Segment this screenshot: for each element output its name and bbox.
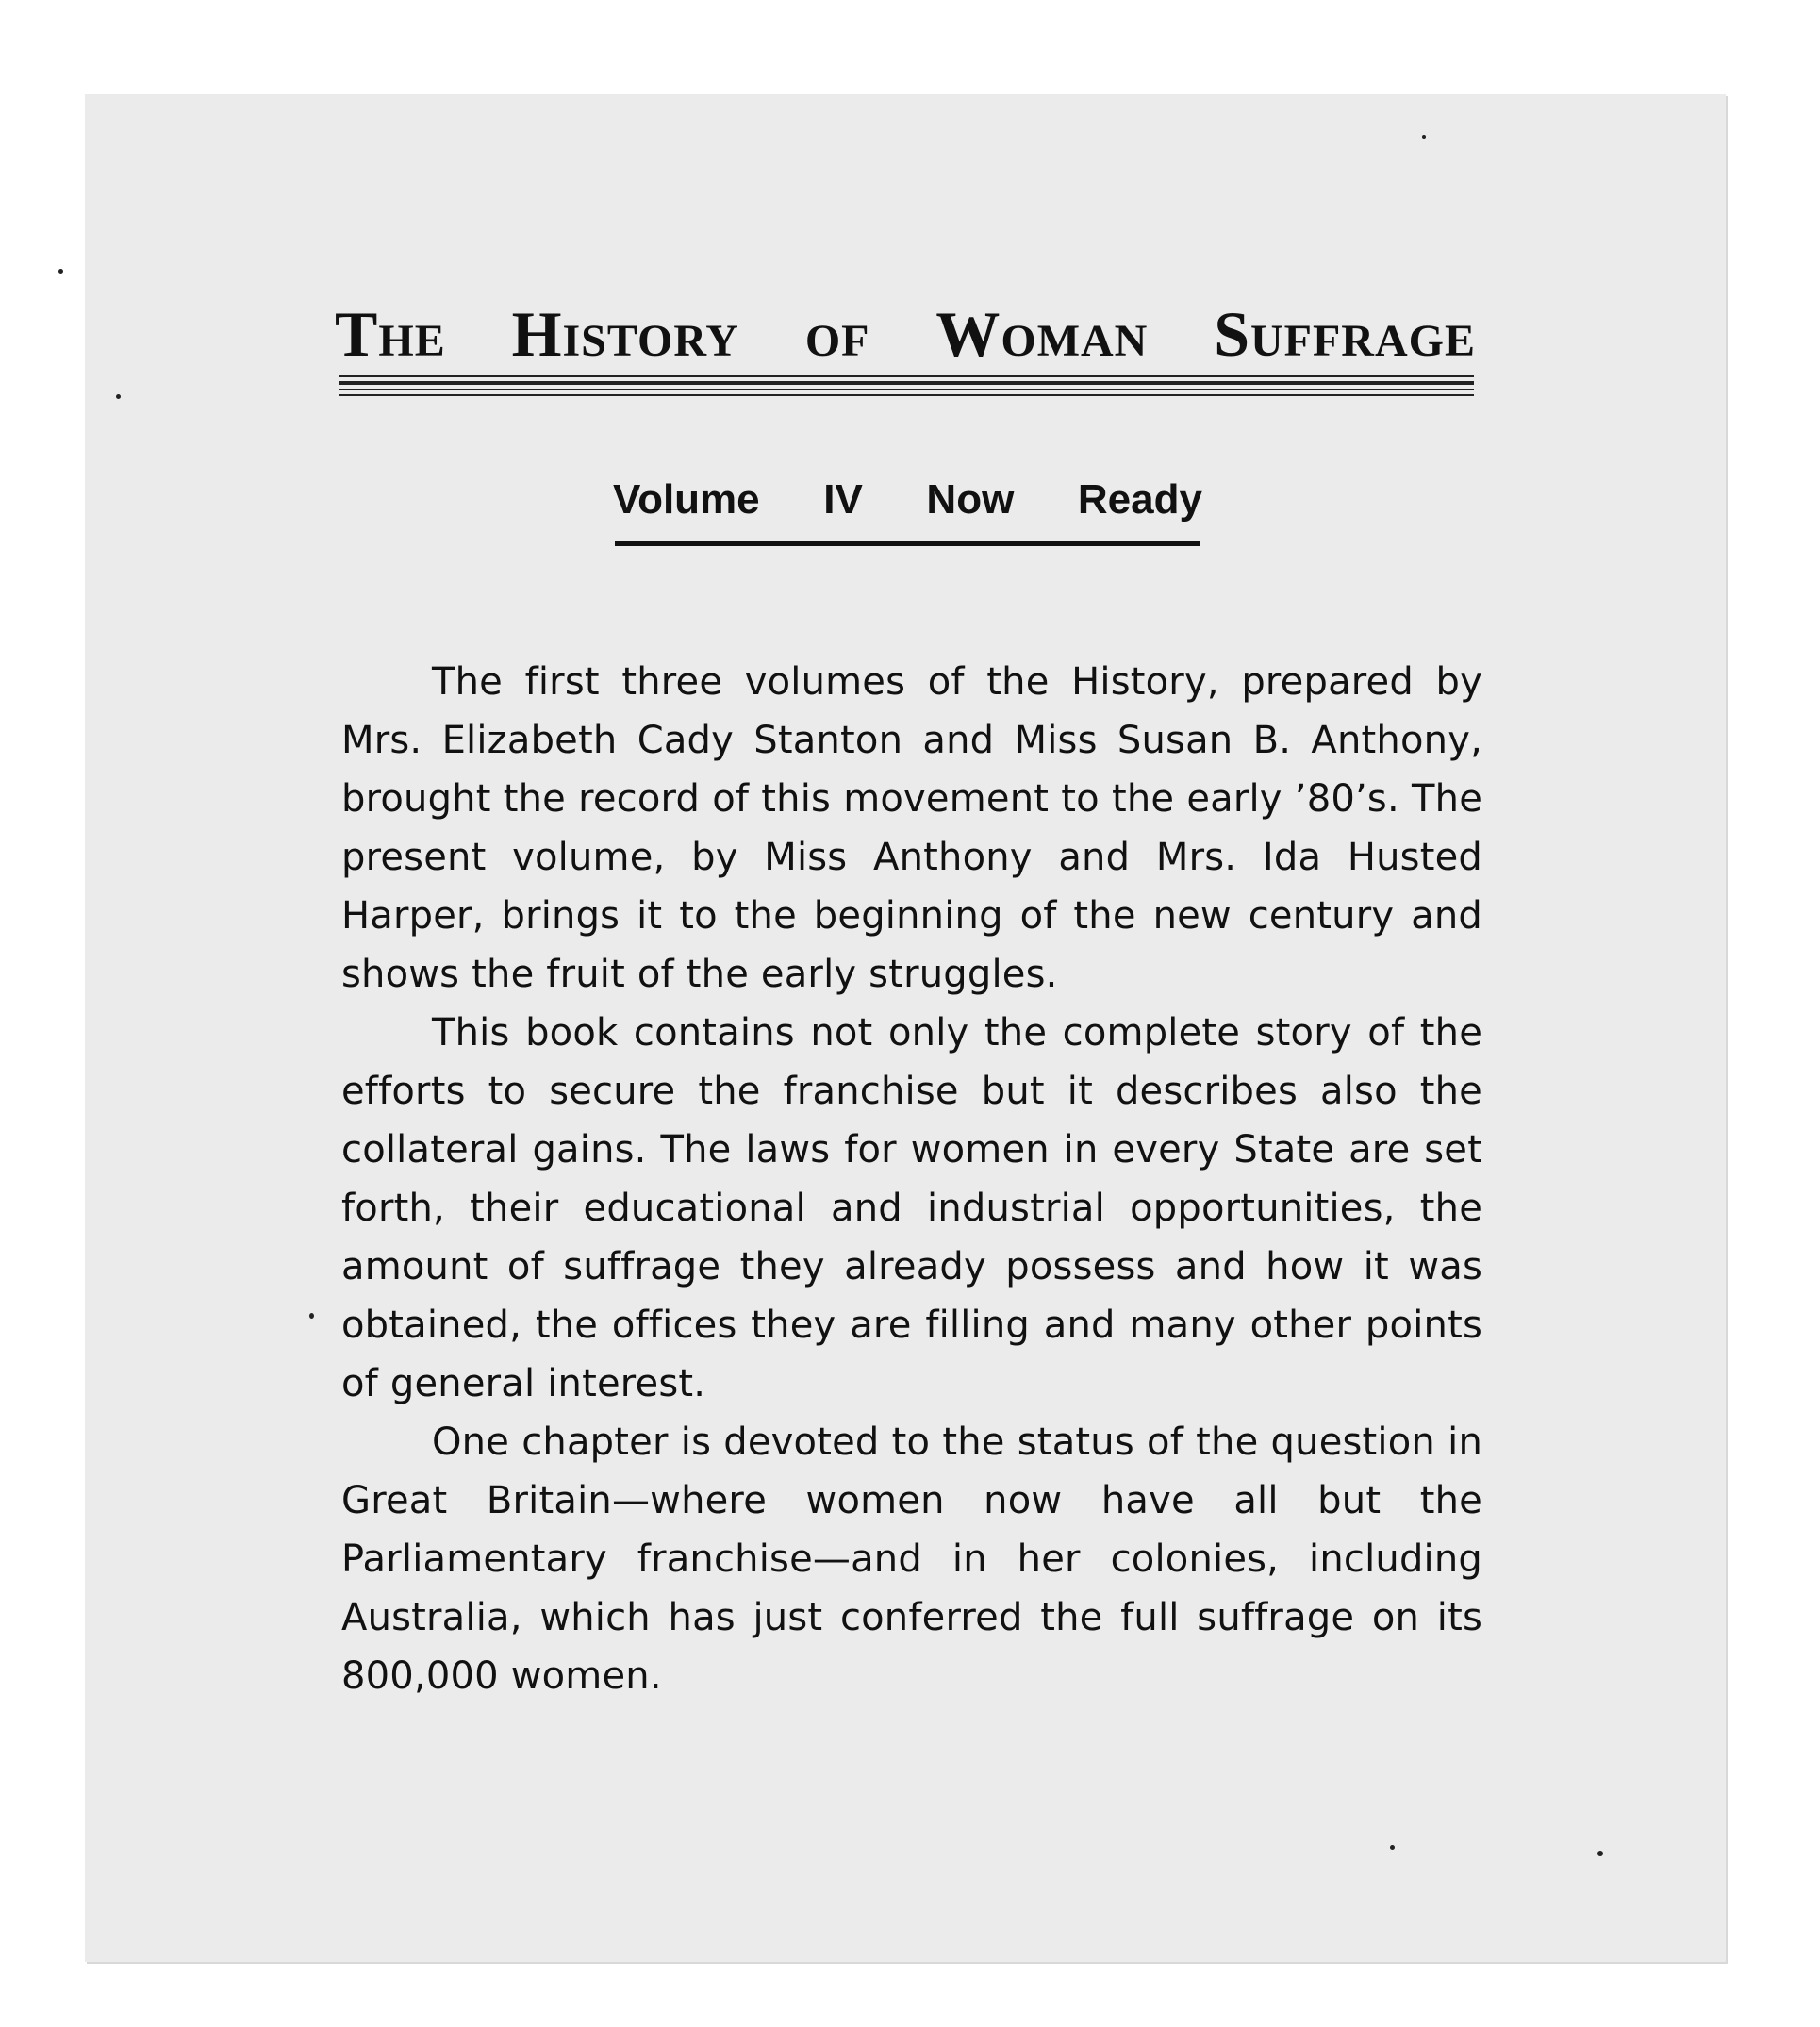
speck-mark bbox=[58, 269, 63, 274]
title-word: of bbox=[804, 298, 870, 370]
subtitle-word: Volume bbox=[613, 476, 760, 523]
speck-mark bbox=[309, 1313, 314, 1319]
speck-mark bbox=[116, 394, 121, 399]
title-word: History bbox=[511, 298, 739, 370]
title-word: Woman bbox=[935, 298, 1149, 370]
document-title bbox=[335, 297, 1476, 372]
speck-mark bbox=[1390, 1845, 1395, 1850]
paragraph: One chapter is devoted to the status of the question in Great Britain—where women now have all but the Parliamentary franchise—and in her colonies, including Australia, which has just conferred the full suffrage on its 800,000 women. bbox=[341, 1421, 1482, 1698]
title-word: The bbox=[335, 298, 446, 370]
title-rule bbox=[339, 375, 1474, 400]
subtitle-word: Ready bbox=[1077, 476, 1202, 523]
speck-mark bbox=[1422, 135, 1426, 139]
speck-mark bbox=[1597, 1851, 1603, 1856]
subtitle-word: Now bbox=[926, 476, 1015, 523]
paragraph: The first three volumes of the History, prepared by Mrs. Elizabeth Cady Stanton and Miss Susan B. Anthony, brought the record of this movement to the early ’80’s. The present volume, by Miss Anthony and Mrs. Ida Husted Harper, brings it to the beginning of the new century and shows the fruit of the early struggles. bbox=[341, 660, 1482, 996]
paragraph: This book contains not only the complete story of the efforts to secure the franchise but it describes also the collateral gains. The laws for women in every State are set forth, their educational and industrial opportunities, the amount of suffrage they already possess and how it was obtained, the offices they are filling and many other points of general interest. bbox=[341, 1011, 1482, 1405]
subtitle-rule bbox=[615, 541, 1200, 546]
body-text bbox=[341, 653, 1482, 1705]
title-word: Suffrage bbox=[1214, 298, 1476, 370]
subtitle-word: IV bbox=[823, 476, 863, 523]
document-subtitle bbox=[613, 476, 1202, 523]
